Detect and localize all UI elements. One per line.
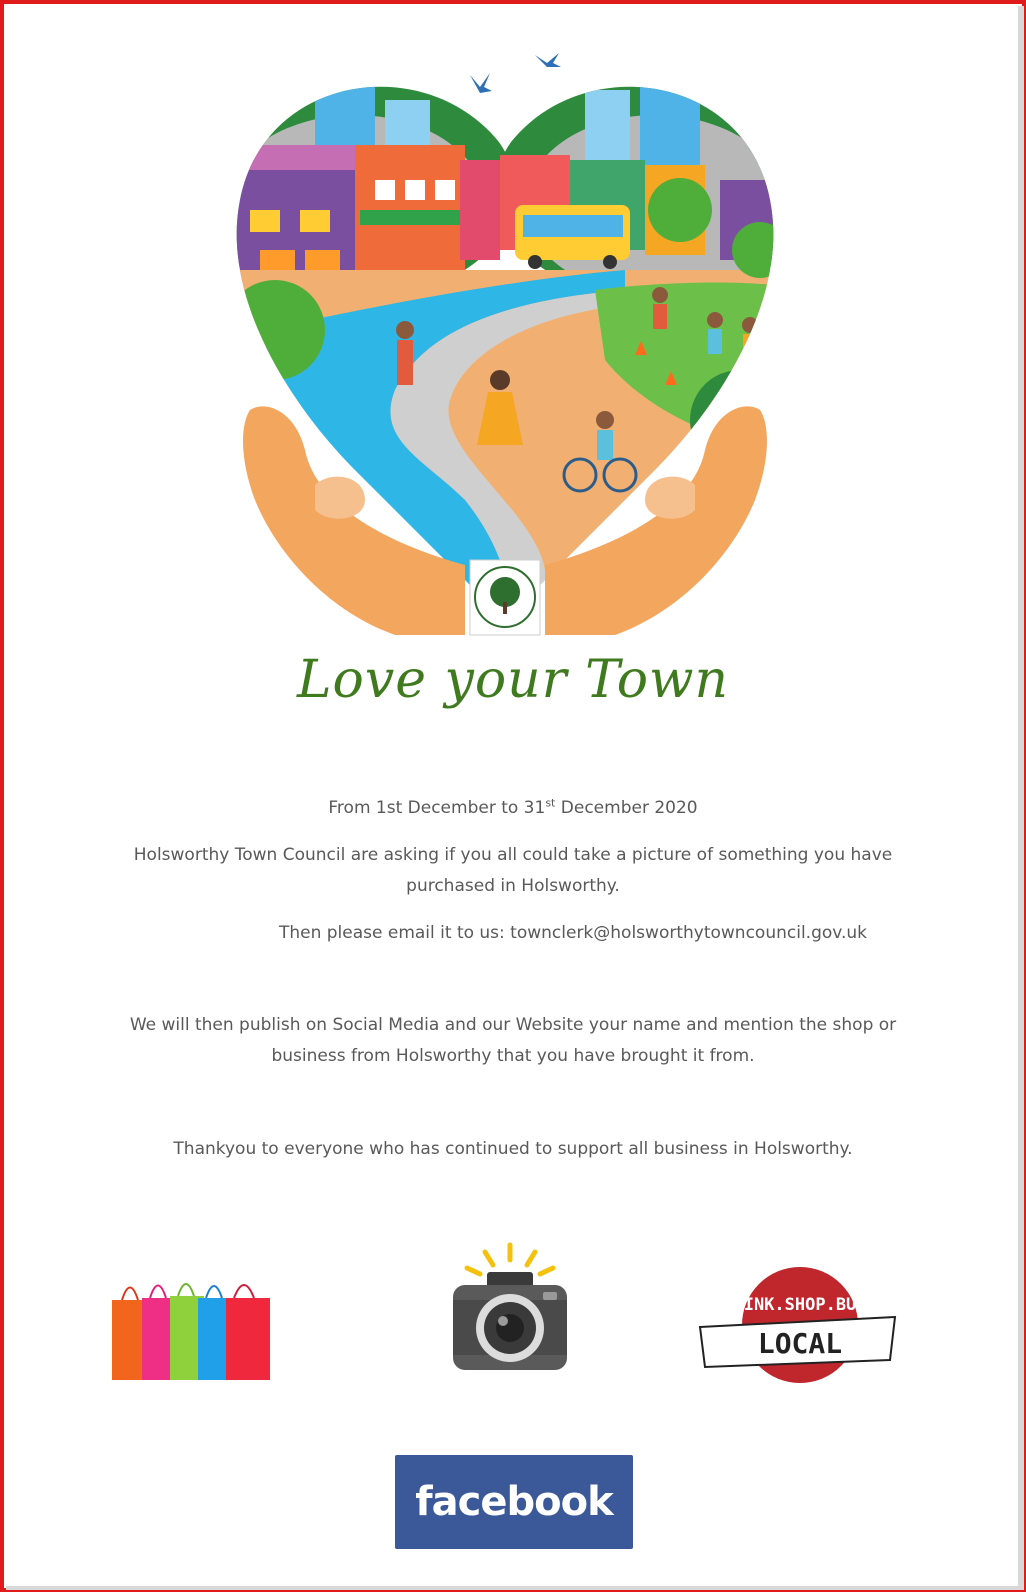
publish-text: We will then publish on Social Media and our Website your name and mention the shop or business from Holsworthy that you have brought it from. <box>129 1015 897 1066</box>
heart-town-illustration <box>205 30 805 645</box>
camera-icon <box>445 1240 575 1375</box>
shopping-bags-icon <box>110 1270 280 1385</box>
request-text: Holsworthy Town Council are asking if you all could take a picture of something you have purchased in Holsworthy. <box>133 845 893 896</box>
badge-top-text: THINK.SHOP.BUY. <box>723 1295 877 1315</box>
email-address[interactable]: townclerk@holsworthytowncouncil.gov.uk <box>510 923 868 943</box>
thanks-text: Thankyou to everyone who has continued to support all business in Holsworthy. <box>173 1139 853 1159</box>
shop-local-badge <box>695 1265 905 1385</box>
bird-icon <box>535 53 561 67</box>
page-title: Love your Town <box>296 650 730 710</box>
badge-bottom-text: LOCAL <box>757 1327 843 1360</box>
facebook-button[interactable] <box>395 1455 633 1549</box>
council-logo <box>470 560 540 635</box>
bird-icon <box>470 73 492 93</box>
frame-shadow <box>6 1586 1024 1590</box>
facebook-label: facebook <box>415 1479 613 1525</box>
date-range-text: From 1st December to 31st December 2020 <box>328 796 698 818</box>
email-instruction: Then please email it to us: townclerk@holsworthytowncouncil.gov.uk <box>278 923 868 943</box>
